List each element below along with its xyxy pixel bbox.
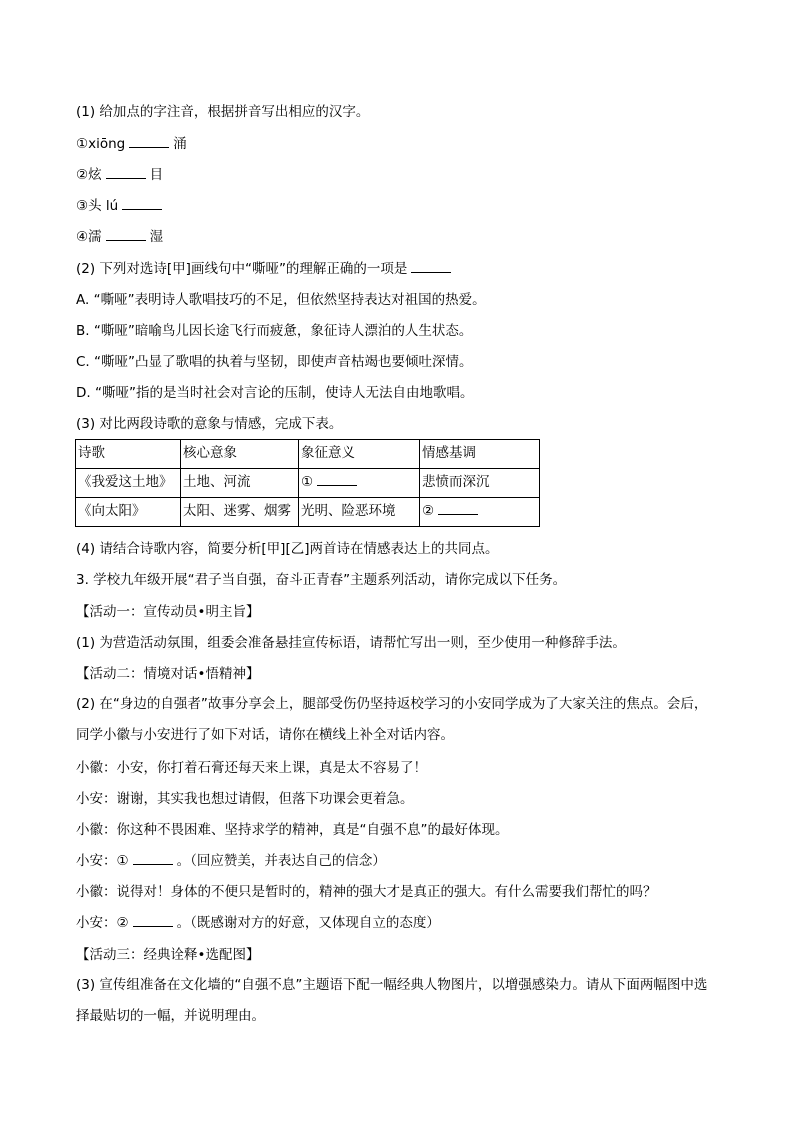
table-cell: 土地、河流: [181, 469, 299, 498]
table-cell: 悲愤而深沉: [420, 469, 540, 498]
q2-option-a: A. “嘶哑”表明诗人歌唱技巧的不足，但依然坚持表达对祖国的热爱。: [76, 292, 486, 308]
answer-blank[interactable]: [106, 228, 146, 241]
q3-title: (3) 对比两段诗歌的意象与情感，完成下表。: [76, 416, 343, 432]
dialog-line: 小徽：你这种不畏困难、坚持求学的精神，真是“自强不息”的最好体现。: [76, 822, 509, 838]
comparison-table: [75, 439, 540, 527]
section3-intro: 3. 学校九年级开展“君子当自强，奋斗正青春”主题系列活动，请你完成以下任务。: [76, 572, 567, 588]
table-header: 情感基调: [420, 440, 540, 469]
dialog-line: 小徽：小安，你打着石膏还每天来上课，真是太不容易了！: [76, 760, 427, 776]
q2-title: (2) 下列对选诗[甲]画线句中“嘶哑”的理解正确的一项是: [76, 260, 455, 278]
table-cell: ②: [420, 498, 540, 527]
table-cell: ①: [299, 469, 420, 498]
table-header-row: [76, 440, 540, 469]
activity1-title: 【活动一：宣传动员•明主旨】: [76, 604, 260, 620]
table-header: 诗歌: [76, 440, 181, 469]
answer-blank[interactable]: [122, 197, 162, 210]
activity3-question: (3) 宣传组准备在文化墙的“自强不息”主题语下配一幅经典人物图片，以增强感染力。请从下面两幅图中选择最贴切的一幅，并说明理由。: [76, 977, 708, 1024]
answer-blank[interactable]: [317, 473, 357, 486]
q1-title: (1) 给加点的字注音，根据拼音写出相应的汉字。: [76, 104, 370, 120]
answer-blank[interactable]: [411, 260, 451, 273]
activity2-title: 【活动二：情境对话•悟精神】: [76, 666, 260, 682]
answer-blank[interactable]: [438, 502, 478, 515]
answer-blank[interactable]: [129, 135, 169, 148]
dialog-line: 小安：谢谢，其实我也想过请假，但落下功课会更着急。: [76, 791, 414, 807]
table-cell: 太阳、迷雾、烟雾: [181, 498, 299, 527]
dialog-line: 小安：② 。（既感谢对方的好意，又体现自立的态度）: [76, 915, 440, 931]
answer-blank[interactable]: [133, 914, 173, 927]
table-header: 象征意义: [299, 440, 420, 469]
q1-item-4: ④濡 湿: [76, 229, 164, 245]
answer-blank[interactable]: [133, 852, 173, 865]
dialog-line: 小安：① 。（回应赞美，并表达自己的信念）: [76, 853, 386, 869]
table-cell: 《向太阳》: [76, 498, 181, 527]
q2-option-c: C. “嘶哑”凸显了歌唱的执着与坚韧，即使声音枯竭也要倾吐深情。: [76, 354, 473, 370]
q2-option-b: B. “嘶哑”暗喻鸟儿因长途飞行而疲惫，象征诗人漂泊的人生状态。: [76, 323, 473, 339]
dialog-line: 小徽：说得对！身体的不便只是暂时的，精神的强大才是真正的强大。有什么需要我们帮忙的吗？: [76, 884, 657, 900]
q4-title: (4) 请结合诗歌内容，简要分析[甲][乙]两首诗在情感表达上的共同点。: [76, 541, 499, 557]
q2-option-d: D. “嘶哑”指的是当时社会对言论的压制，使诗人无法自由地歌唱。: [76, 385, 474, 401]
q1-item-2: ②炫 目: [76, 167, 164, 183]
table-cell: 《我爱这土地》: [76, 469, 181, 498]
table-header: 核心意象: [181, 440, 299, 469]
activity1-question: (1) 为营造活动氛围，组委会准备悬挂宣传标语，请帮忙写出一则，至少使用一种修辞手法。: [76, 635, 626, 651]
activity2-question: (2) 在“身边的自强者”故事分享会上，腿部受伤仍坚持返校学习的小安同学成为了大家关注的焦点。会后，同学小徽与小安进行了如下对话，请你在横线上补全对话内容。: [76, 696, 708, 743]
q1-item-1: ①xiōng 涌: [76, 136, 187, 152]
activity3-title: 【活动三：经典诠释•选配图】: [76, 947, 260, 963]
q1-item-3: ③头 lú: [76, 197, 166, 215]
table-cell: 光明、险恶环境: [299, 498, 420, 527]
table-row: [76, 469, 540, 498]
answer-blank[interactable]: [106, 166, 146, 179]
table-row: [76, 498, 540, 527]
